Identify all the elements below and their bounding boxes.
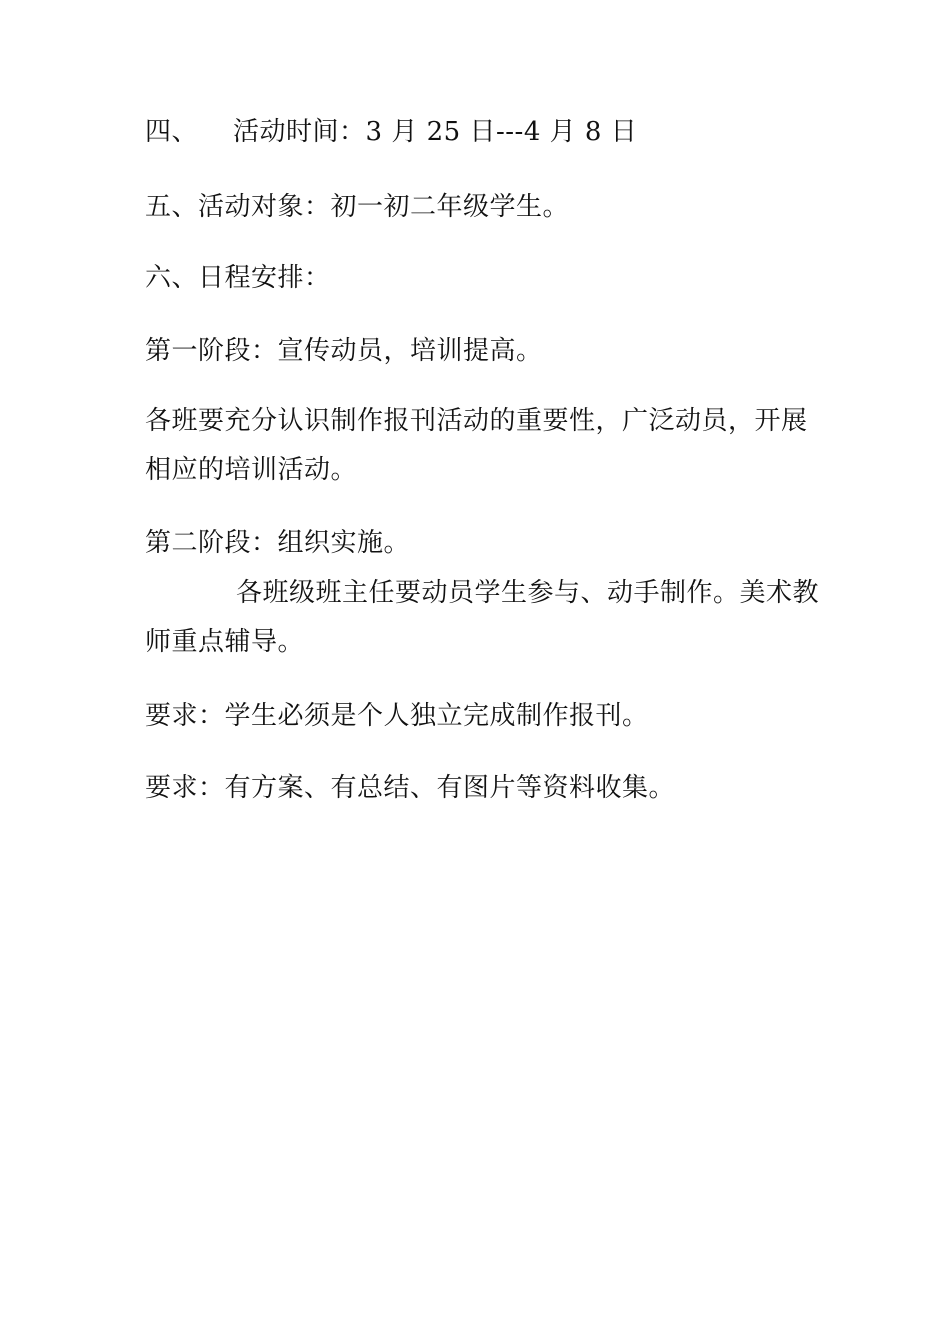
phase-one-text-line-2: 相应的培训活动。	[145, 455, 358, 485]
phase-one-text-line-1: 各班要充分认识制作报刊活动的重要性，广泛动员，开展	[145, 406, 808, 436]
schedule-heading: 六、日程安排：	[145, 263, 331, 293]
requirement-line-2: 要求：有方案、有总结、有图片等资料收集。	[145, 773, 676, 803]
activity-time-line: 四、 活动时间：3 月 25 日---4 月 8 日	[145, 117, 638, 147]
phase-two-text-line-1: 各班级班主任要动员学生参与、动手制作。美术教	[236, 578, 820, 608]
phase-one-heading: 第一阶段：宣传动员，培训提高。	[145, 336, 543, 366]
phase-two-heading: 第二阶段：组织实施。	[145, 528, 411, 558]
activity-target-line: 五、活动对象：初一初二年级学生。	[145, 192, 570, 222]
requirement-line-1: 要求：学生必须是个人独立完成制作报刊。	[145, 701, 649, 731]
phase-two-text-line-2: 师重点辅导。	[145, 627, 305, 657]
